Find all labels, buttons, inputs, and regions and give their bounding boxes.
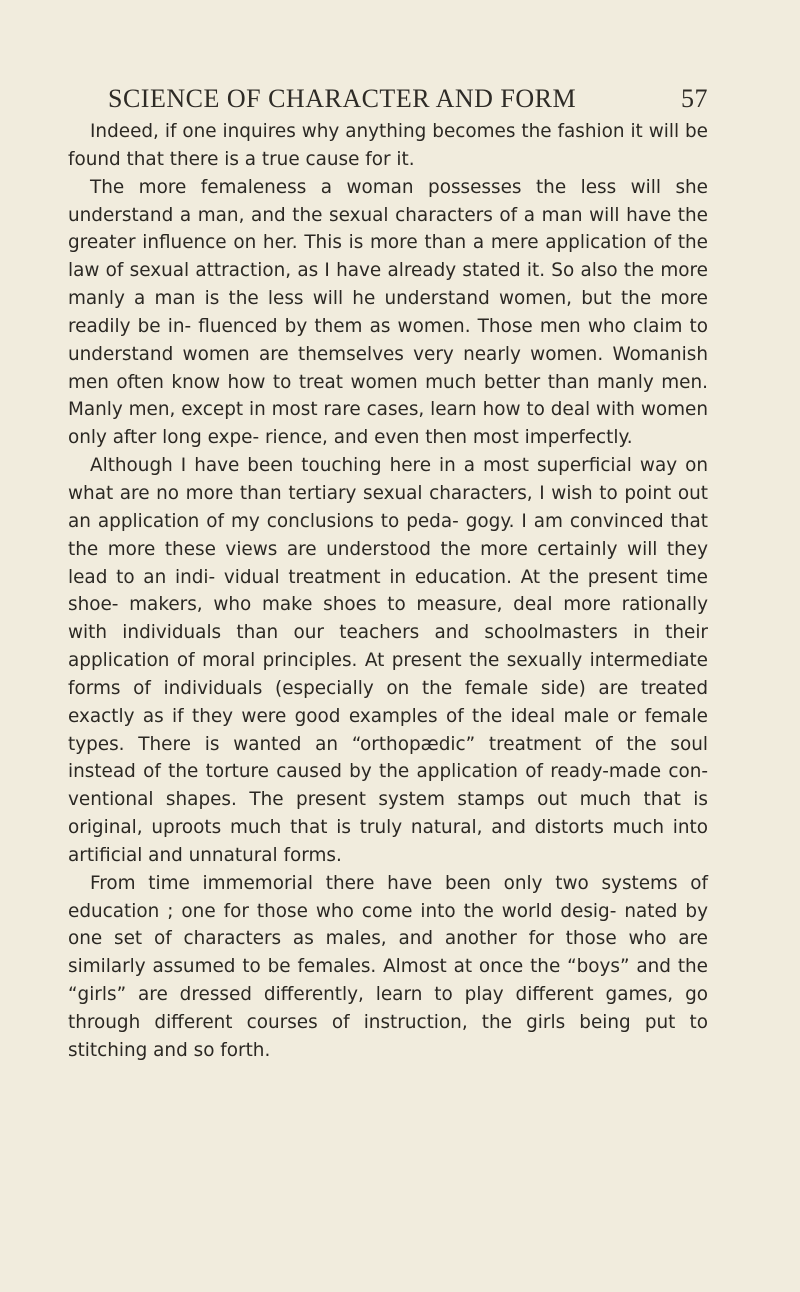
body-text: [68, 118, 708, 1065]
page-number: 57: [681, 84, 708, 113]
paragraph: The more femaleness a woman possesses the less will she understand a man, and the sexual characters of a man will have the greater influence on her. This is more than a mere application of the law of sexual attraction, as I have already stated it. So also the more manly a man is the less will he understand women, but the more readily be in- fluenced by them as women. Those men who claim to understand women are themselves very nearly women. Womanish men often know how to treat women much better than manly men. Manly men, except in most rare cases, learn how to deal with women only after long expe- rience, and even then most imperfectly.: [68, 176, 708, 449]
paragraph: Although I have been touching here in a most superficial way on what are no more than tertiary sexual characters, I wish to point out an application of my conclusions to peda- gogy. I am convinced that the more these views are understood the more certainly will they lead to an indi- vidual treatment in education. At the present time shoe- makers, who make shoes to measure, deal more rationally with individuals than our teachers and schoolmasters in their application of moral principles. At present the sexually intermediate forms of individuals (especially on the female side) are treated exactly as if they were good examples of the ideal male or female types. There is wanted an “orthopædic” treatment of the soul instead of the torture caused by the application of ready-made con- ventional shapes. The present system stamps out much that is original, uproots much that is truly natural, and distorts much into artificial and unnatural forms.: [68, 455, 708, 866]
paragraph: From time immemorial there have been only two systems of education ; one for those who come into the world desig- nated by one set of characters as males, and another for those who are similarly assumed to be females. Almost at once the “boys” and the “girls” are dressed differently, learn to play different games, go through different courses of instruction, the girls being put to stitching and so forth.: [68, 872, 708, 1061]
running-head-title: SCIENCE OF CHARACTER AND FORM: [108, 84, 577, 113]
running-head: [108, 84, 708, 114]
paragraph: Indeed, if one inquires why anything becomes the fashion it will be found that there is a true cause for it.: [68, 121, 708, 170]
